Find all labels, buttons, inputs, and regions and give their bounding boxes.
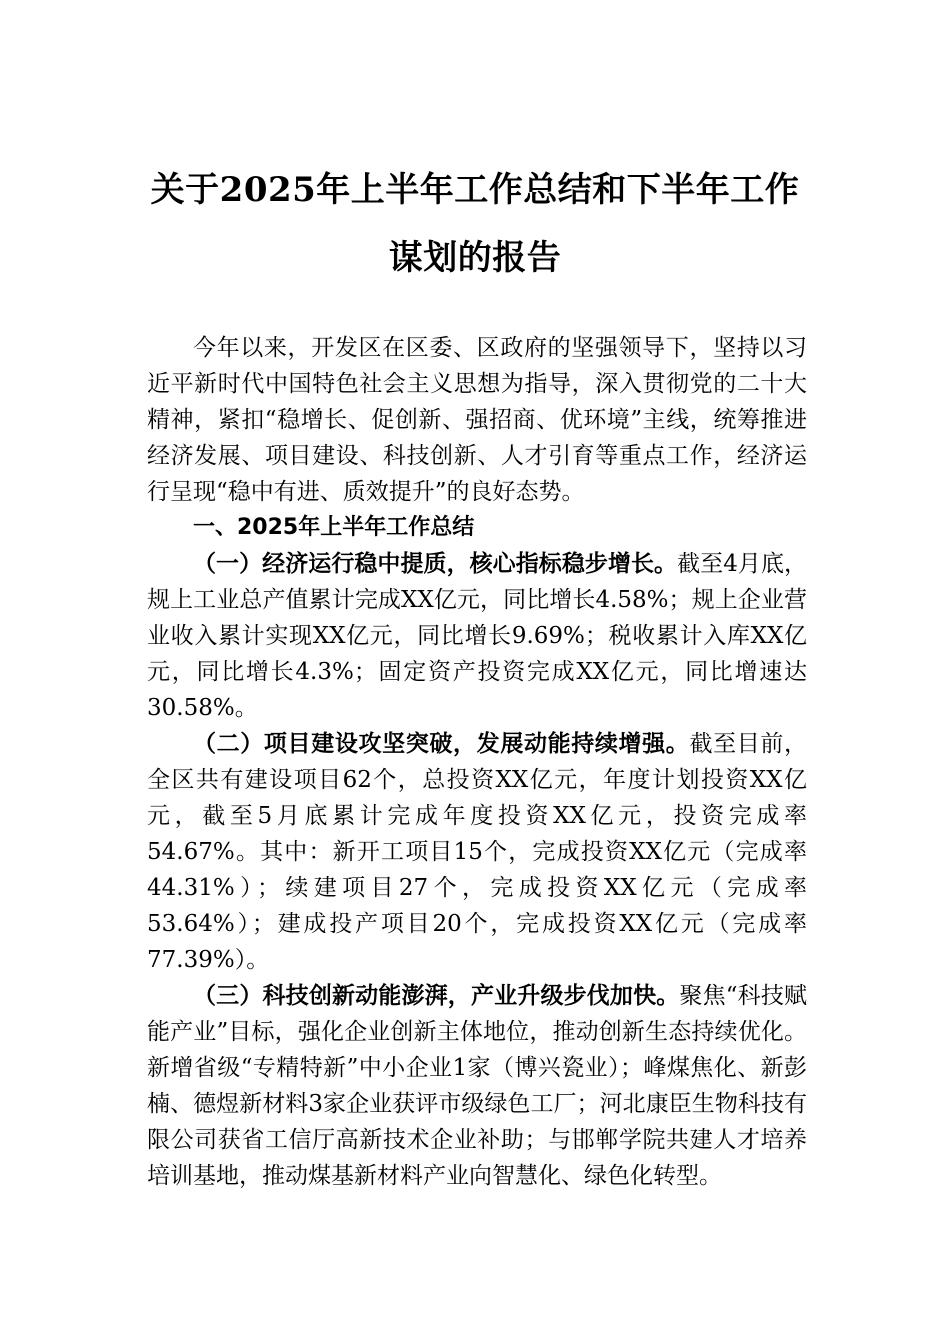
document-body — [147, 330, 807, 1194]
item-text: 截至4月底，规上工业总产值累计完成XX亿元，同比增长4.58%；规上企业营业收入累计实现XX亿元，同比增长9.69%；税收累计入库XX亿元，同比增长4.3%；固定资产投资完成XX亿元，同比增速达30.58%。 — [147, 551, 808, 721]
item-text: 聚焦“科技赋能产业”目标，强化企业创新主体地位，推动创新生态持续优化。新增省级“专精特新”中小企业1家（博兴瓷业）；峰煤焦化、新彭楠、德煜新材料3家企业获评市级绿色工厂；河北康臣生物科技有限公司获省工信厅高新技术企业补助；与邯郸学院共建人才培养培训基地，推动煤基新材料产业向智慧化、绿色化转型。 — [147, 983, 807, 1189]
document-title-line-2: 谋划的报告 — [388, 238, 562, 278]
item-lead: （一）经济运行稳中提质，核心指标稳步增长。 — [193, 550, 678, 577]
section-heading: 一、2025年上半年工作总结 — [193, 515, 475, 540]
item-text: 截至目前，全区共有建设项目62个，总投资XX亿元，年度计划投资XX亿元，截至5月底累计完成年度投资XX亿元，投资完成率54.67%。其中：新开工项目15个，完成投资XX亿元（完成率44.31%）；续建项目27个，完成投资XX亿元（完成率53.64%）；建成投产项目20个，完成投资XX亿元（完成率77.39%）。 — [147, 731, 808, 973]
item-lead: （二）项目建设攻坚突破，发展动能持续增强。 — [193, 730, 690, 757]
document-title-line-1: 关于2025年上半年工作总结和下半年工作 — [150, 170, 800, 210]
item-paragraph — [147, 726, 807, 978]
intro-paragraph: 今年以来，开发区在区委、区政府的坚强领导下，坚持以习近平新时代中国特色社会主义思想为指导，深入贯彻党的二十大精神，紧扣“稳增长、促创新、强招商、优环境”主线，统筹推进经济发展、项目建设、科技创新、人才引育等重点工作，经济运行呈现“稳中有进、质效提升”的良好态势。 — [147, 335, 807, 505]
item-lead: （三）科技创新动能澎湃，产业升级步伐加快。 — [193, 982, 680, 1009]
item-paragraph — [147, 546, 807, 726]
item-paragraph — [147, 978, 807, 1194]
